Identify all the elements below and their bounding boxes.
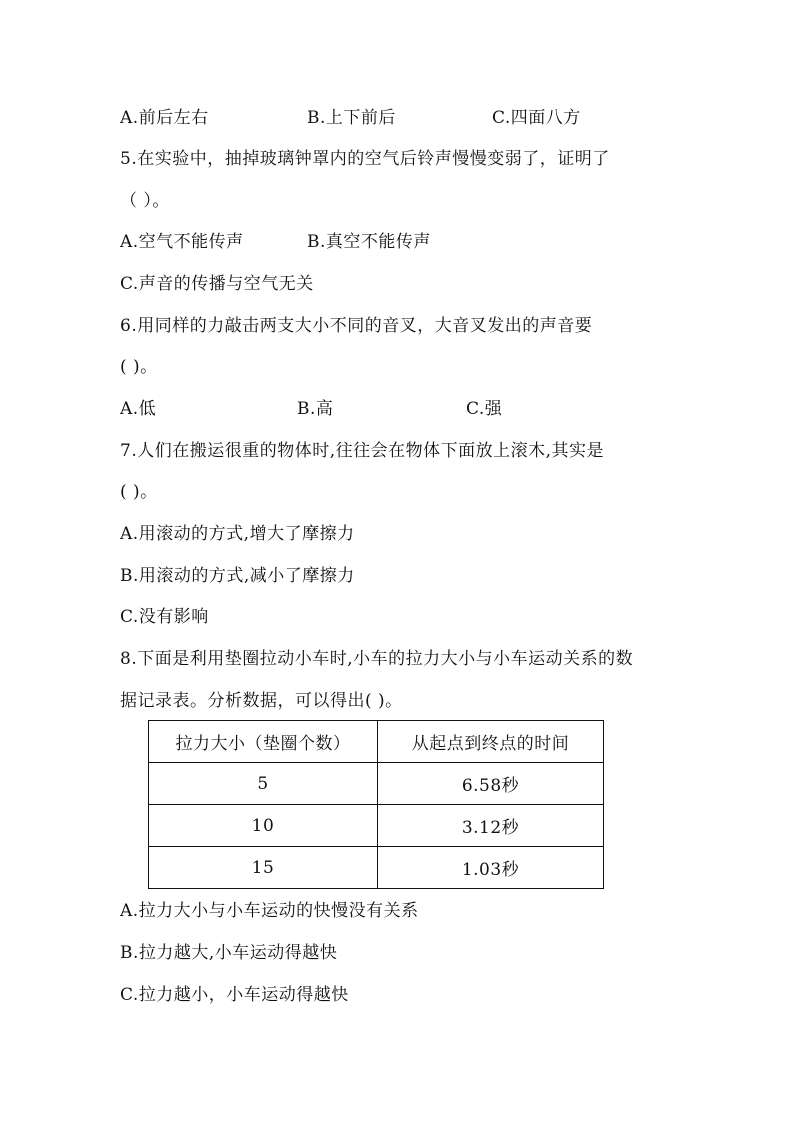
q5-stem: 5.在实验中，抽掉玻璃钟罩内的空气后铃声慢慢变弱了，证明了 — [120, 149, 610, 169]
q4-option-c: C.四面八方 — [492, 108, 581, 128]
table-row — [149, 805, 604, 847]
q7-option-c: C.没有影响 — [120, 607, 209, 627]
table-row — [149, 763, 604, 805]
q7-option-b: B.用滚动的方式,减小了摩擦力 — [120, 566, 355, 586]
table-cell: 1.03秒 — [378, 847, 604, 889]
table-cell: 3.12秒 — [378, 805, 604, 847]
q6-option-c: C.强 — [466, 399, 503, 419]
q7-stem: 7.人们在搬运很重的物体时,往往会在物体下面放上滚木,其实是 — [120, 441, 605, 461]
table-cell: 6.58秒 — [378, 763, 604, 805]
table-cell: 15 — [149, 847, 378, 889]
table-cell: 10 — [149, 805, 378, 847]
q7-blank: ( )。 — [120, 482, 158, 502]
table-cell: 5 — [149, 763, 378, 805]
q8-option-c: C.拉力越小，小车运动得越快 — [120, 985, 349, 1005]
q8-option-a: A.拉力大小与小车运动的快慢没有关系 — [120, 901, 419, 921]
q4-option-b: B.上下前后 — [307, 108, 396, 128]
q5-option-a: A.空气不能传声 — [120, 232, 244, 252]
q5-option-b: B.真空不能传声 — [307, 232, 431, 252]
q5-blank: （ ）。 — [120, 191, 170, 211]
q8-option-b: B.拉力越大,小车运动得越快 — [120, 943, 338, 963]
q6-option-a: A.低 — [120, 399, 157, 419]
q6-stem: 6.用同样的力敲击两支大小不同的音叉，大音叉发出的声音要 — [120, 316, 593, 336]
data-table — [148, 720, 604, 889]
q6-blank: ( )。 — [120, 357, 158, 377]
q4-option-a: A.前后左右 — [120, 108, 209, 128]
q8-stem-line1: 8.下面是利用垫圈拉动小车时,小车的拉力大小与小车运动关系的数 — [120, 649, 634, 669]
q5-option-c: C.声音的传播与空气无关 — [120, 274, 314, 294]
q7-option-a: A.用滚动的方式,增大了摩擦力 — [120, 524, 355, 544]
q8-stem-line2: 据记录表。分析数据，可以得出( )。 — [120, 691, 403, 711]
table-header-cell: 从起点到终点的时间 — [378, 721, 604, 763]
q6-option-b: B.高 — [297, 399, 334, 419]
table-header-cell: 拉力大小（垫圈个数） — [149, 721, 378, 763]
table-header-row — [149, 721, 604, 763]
table-row — [149, 847, 604, 889]
